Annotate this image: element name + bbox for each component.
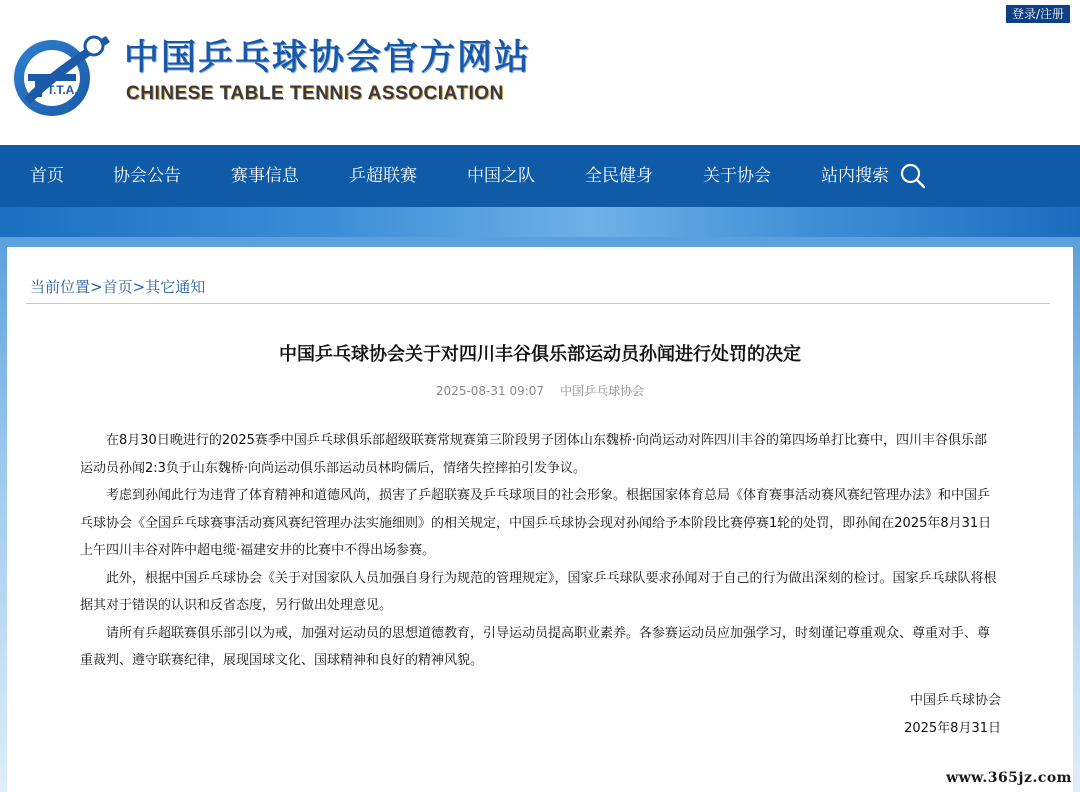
breadcrumb-divider	[26, 303, 1050, 304]
article-paragraph: 考虑到孙闻此行为违背了体育精神和道德风尚，损害了乒超联赛及乒乓球项目的社会形象。根据国家体育总局《体育赛事活动赛风赛纪管理办法》和中国乒乓球协会《全国乒乓球赛事活动赛风赛纪管理办法实施细则》的相关规定，中国乒乓球协会现对孙闻给予本阶段比赛停赛1轮的处罚，即孙闻在2025年8月31日上午四川丰谷对阵中超电缆·福建安井的比赛中不得出场参赛。	[80, 488, 992, 558]
nav-item-super-league[interactable]: 乒超联赛	[349, 166, 417, 186]
nav-item-events[interactable]: 赛事信息	[231, 166, 299, 186]
site-subtitle: CHINESE TABLE TENNIS ASSOCIATION	[126, 83, 504, 104]
breadcrumb-label: 当前位置	[30, 278, 91, 296]
nav-item-national-team[interactable]: 中国之队	[467, 166, 535, 186]
article-signature	[904, 687, 1001, 742]
article-card	[7, 247, 1073, 792]
banner-strip	[0, 207, 1080, 237]
article-paragraph: 在8月30日晚进行的2025赛季中国乒乓球俱乐部超级联赛常规赛第三阶段男子团体山东魏桥·向尚运动对阵四川丰谷的第四场单打比赛中，四川丰谷俱乐部运动员孙闻2:3负于山东魏桥·向尚运动俱乐部运动员林昀儒后，情绪失控摔拍引发争议。	[80, 433, 988, 476]
login-register-button[interactable]: 登录/注册	[1006, 5, 1070, 23]
nav-item-fitness[interactable]: 全民健身	[585, 166, 653, 186]
site-header	[0, 0, 1080, 145]
logo-lettering: T.T.A.	[47, 83, 78, 97]
breadcrumb-home-link[interactable]: 首页	[102, 278, 133, 296]
search-icon[interactable]	[900, 163, 926, 189]
signature-date: 2025年8月31日	[904, 720, 1001, 736]
breadcrumb-sep: >	[90, 278, 103, 296]
nav-item-home[interactable]: 首页	[30, 166, 64, 186]
article-paragraph: 此外，根据中国乒乓球协会《关于对国家队人员加强自身行为规范的管理规定》，国家乒乓球队要求孙闻对于自己的行为做出深刻的检讨。国家乒乓球队将根据其对于错误的认识和反省态度，另行做出处理意见。	[80, 570, 997, 613]
article-meta	[7, 383, 1073, 399]
article-title: 中国乒乓球协会关于对四川丰谷俱乐部运动员孙闻进行处罚的决定	[279, 344, 801, 365]
article-source: 中国乒乓球协会	[560, 384, 645, 398]
signature-org: 中国乒乓球协会	[909, 693, 1001, 708]
article-body	[80, 427, 1000, 675]
article-date: 2025-08-31 09:07	[435, 384, 545, 398]
ctta-logo-icon[interactable]	[6, 28, 110, 118]
nav-item-site-search[interactable]: 站内搜索	[821, 166, 889, 186]
nav-item-announcements[interactable]: 协会公告	[113, 166, 181, 186]
site-title: 中国乒乓球协会官方网站	[124, 38, 532, 78]
nav-item-about[interactable]: 关于协会	[703, 166, 771, 186]
article-paragraph: 请所有乒超联赛俱乐部引以为戒，加强对运动员的思想道德教育，引导运动员提高职业素养。各参赛运动员应加强学习，时刻谨记尊重观众、尊重对手、尊重裁判、遵守联赛纪律，展现国球文化、国球精神和良好的精神风貌。	[80, 625, 991, 668]
breadcrumb	[30, 277, 205, 297]
breadcrumb-sep: >	[132, 278, 146, 296]
breadcrumb-section-link[interactable]: 其它通知	[145, 278, 206, 296]
watermark: www.365jz.com	[946, 770, 1072, 786]
